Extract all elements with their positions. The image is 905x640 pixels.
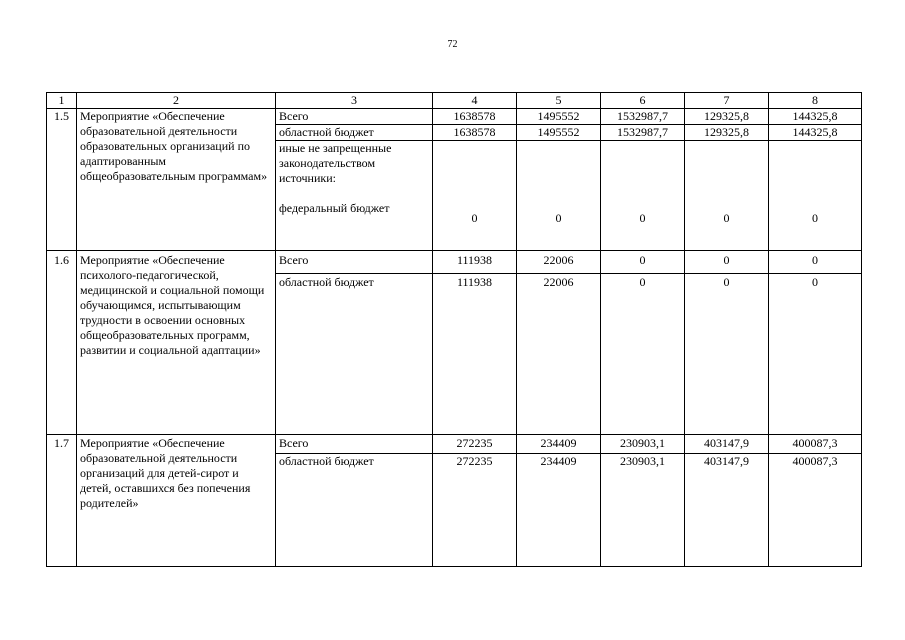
- source-name-cell: [276, 141, 433, 251]
- event-title: Мероприятие «Обеспечение образовательной деятельности организаций для детей-сирот и детей, оставшихся без попечения родителей»: [77, 435, 276, 567]
- source-name: Всего: [276, 251, 433, 274]
- value-cell: 0: [601, 141, 685, 251]
- value-cell: 0: [433, 141, 517, 251]
- source-name: Всего: [276, 109, 433, 125]
- value-cell: 0: [601, 274, 685, 435]
- value-cell: 0: [685, 141, 769, 251]
- value-cell: 0: [769, 251, 862, 274]
- value-cell: 272235: [433, 435, 517, 454]
- source-name: областной бюджет: [276, 454, 433, 567]
- table-row: [47, 435, 862, 454]
- value-cell: 1638578: [433, 109, 517, 125]
- value-cell: 1638578: [433, 125, 517, 141]
- source-name: областной бюджет: [276, 274, 433, 435]
- header-row: [47, 93, 862, 109]
- row-number: 1.6: [47, 251, 77, 435]
- value-cell: 1532987,7: [601, 109, 685, 125]
- header-cell-1: 1: [47, 93, 77, 109]
- page-number: 72: [447, 39, 458, 50]
- event-title: Мероприятие «Обеспечение образовательной деятельности образовательных организаций по адаптированным общеобразовательным программам»: [77, 109, 276, 251]
- value-cell: 234409: [517, 435, 601, 454]
- value-cell: 0: [769, 141, 862, 251]
- budget-table: [46, 92, 862, 567]
- value-cell: 0: [685, 274, 769, 435]
- value-cell: 144325,8: [769, 125, 862, 141]
- header-cell-6: 6: [601, 93, 685, 109]
- table-row: [47, 109, 862, 125]
- value-cell: 230903,1: [601, 454, 685, 567]
- value-cell: 1495552: [517, 109, 601, 125]
- value-cell: 1532987,7: [601, 125, 685, 141]
- source-name: Всего: [276, 435, 433, 454]
- value-cell: 230903,1: [601, 435, 685, 454]
- value-cell: 403147,9: [685, 454, 769, 567]
- value-cell: 129325,8: [685, 109, 769, 125]
- value-cell: 272235: [433, 454, 517, 567]
- value-cell: 111938: [433, 274, 517, 435]
- value-cell: 403147,9: [685, 435, 769, 454]
- value-cell: 400087,3: [769, 454, 862, 567]
- header-cell-2: 2: [77, 93, 276, 109]
- header-cell-4: 4: [433, 93, 517, 109]
- table-row: [47, 251, 862, 274]
- row-number: 1.7: [47, 435, 77, 567]
- value-cell: 22006: [517, 274, 601, 435]
- event-title: Мероприятие «Обеспечение психолого-педагогической, медицинской и социальной помощи обучающимся, испытывающим трудности в освоении основных общеобразовательных программ, развитии и социальной адаптации»: [77, 251, 276, 435]
- source-name: иные не запрещенные законодательством источники:: [279, 141, 392, 185]
- value-cell: 400087,3: [769, 435, 862, 454]
- source-subname: федеральный бюджет: [279, 201, 390, 215]
- value-cell: 1495552: [517, 125, 601, 141]
- header-cell-7: 7: [685, 93, 769, 109]
- source-name: областной бюджет: [276, 125, 433, 141]
- value-cell: 0: [769, 274, 862, 435]
- value-cell: 129325,8: [685, 125, 769, 141]
- header-cell-3: 3: [276, 93, 433, 109]
- value-cell: 111938: [433, 251, 517, 274]
- value-cell: 22006: [517, 251, 601, 274]
- value-cell: 144325,8: [769, 109, 862, 125]
- row-number: 1.5: [47, 109, 77, 251]
- value-cell: 0: [685, 251, 769, 274]
- value-cell: 234409: [517, 454, 601, 567]
- value-cell: 0: [601, 251, 685, 274]
- header-cell-8: 8: [769, 93, 862, 109]
- header-cell-5: 5: [517, 93, 601, 109]
- value-cell: 0: [517, 141, 601, 251]
